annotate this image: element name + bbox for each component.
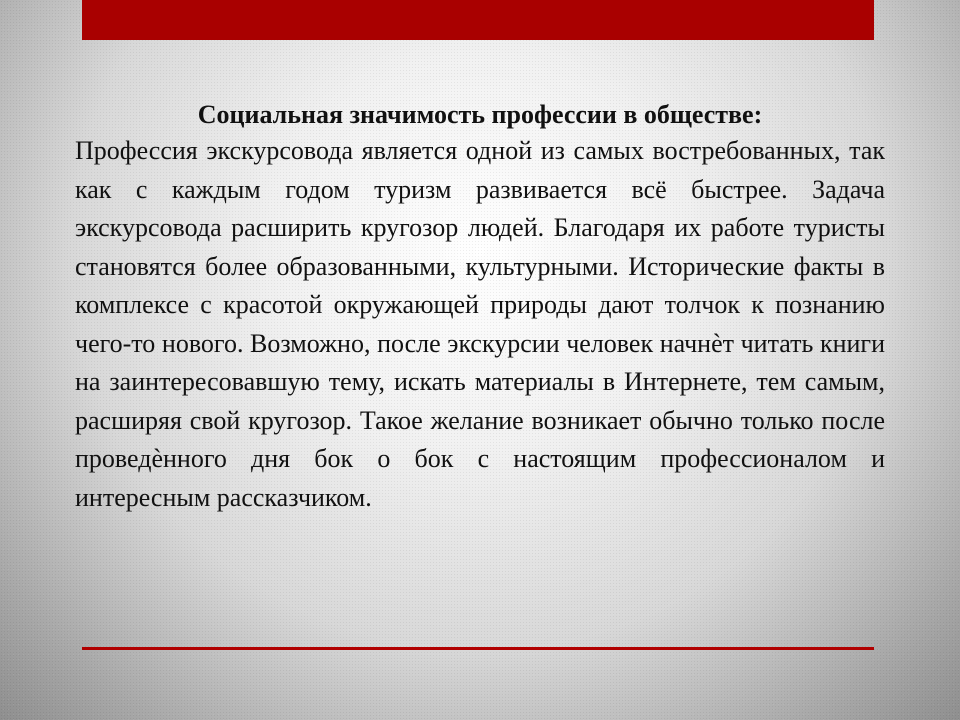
top-accent-bar [82,0,874,40]
slide-heading: Социальная значимость профессии в обществе: [197,100,763,129]
slide-body-text: Профессия экскурсовода является одной из самых востребованных, так как с каждым годом туризм развивается всё быстрее. Задача экскурсовода расширить кругозор людей. Благодаря их работе туристы становятся более образованными, культурными. Исторические факты в комплексе с красотой окружающей природы дают толчок к познанию чего-то нового. Возможно, после экскурсии человек начнѐт читать книги на заинтересовавшую тему, искать материалы в Интернете, тем самым, расширяя свой кругозор. Такое желание возникает обычно только после проведѐнного дня бок о бок с настоящим профессионалом и интересным рассказчиком. [75,136,885,512]
text-block [75,98,885,517]
bottom-divider-line [82,647,874,650]
